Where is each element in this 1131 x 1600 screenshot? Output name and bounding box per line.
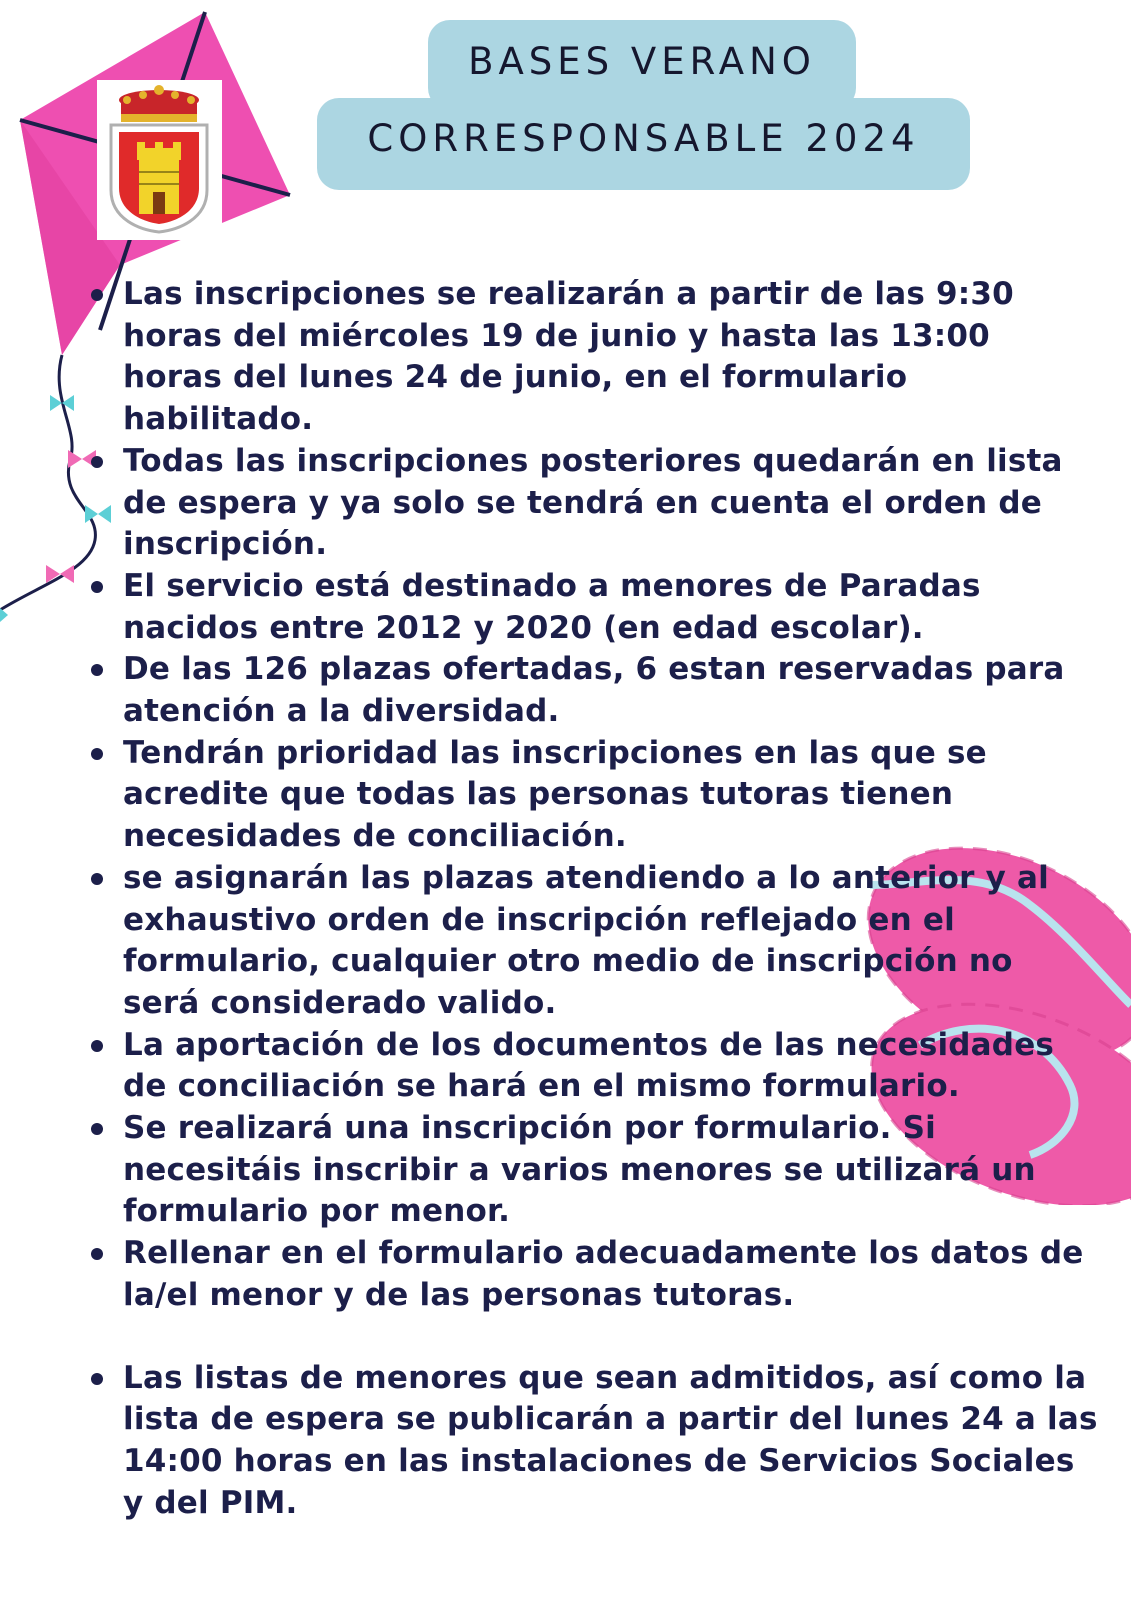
rule-text: La aportación de los documentos de las necesidades de conciliación se hará en el mismo formulario. [123, 1026, 1055, 1105]
list-item [88, 1233, 1098, 1316]
title-banner [0, 0, 1131, 200]
rule-text: Las inscripciones se realizarán a partir de las 9:30 horas del miércoles 19 de junio y hasta las 13:00 horas del lunes 24 de junio, en el formulario habilitado. [123, 276, 1014, 438]
rule-text: Se realizará una inscripción por formulario. Si necesitáis inscribir a varios menores se utilizará un formulario por menor. [123, 1110, 1036, 1230]
bullet-icon [91, 456, 103, 468]
rule-text: El servicio está destinado a menores de Paradas nacidos entre 2012 y 2020 (en edad escolar). [123, 567, 981, 646]
page-title-line-1: BASES VERANO [468, 40, 816, 83]
bullet-icon [91, 1040, 103, 1052]
bullet-icon [91, 1123, 103, 1135]
list-item [88, 733, 1098, 858]
rule-text: Las listas de menores que sean admitidos, así como la lista de espera se publicarán a partir del lunes 24 a las 14:00 horas en las instalaciones de Servicios Sociales y del PIM. [123, 1359, 1098, 1521]
bullet-icon [91, 289, 103, 301]
bullet-icon [91, 748, 103, 760]
bullet-icon [91, 873, 103, 885]
bullet-icon [91, 581, 103, 593]
rule-text: De las 126 plazas ofertadas, 6 estan reservadas para atención a la diversidad. [123, 651, 1065, 730]
list-item [88, 858, 1098, 1025]
rule-text: Todas las inscripciones posteriores quedarán en lista de espera y ya solo se tendrá en cuenta el orden de inscripción. [123, 442, 1063, 563]
bullet-icon [91, 1373, 103, 1385]
page-title-line-2: CORRESPONSABLE 2024 [367, 117, 920, 160]
list-item [88, 566, 1098, 649]
list-item [88, 1025, 1098, 1108]
bullet-icon [91, 664, 103, 676]
list-item [88, 441, 1098, 566]
list-item [88, 274, 1098, 441]
list-item [88, 649, 1098, 732]
list-item [88, 1108, 1098, 1233]
rule-text: Tendrán prioridad las inscripciones en las que se acredite que todas las personas tutoras tienen necesidades de conciliación. [123, 734, 987, 855]
rules-list [88, 274, 1098, 1524]
list-item [88, 1358, 1098, 1525]
bullet-icon [91, 1248, 103, 1260]
rule-text: se asignarán las plazas atendiendo a lo anterior y al exhaustivo orden de inscripción reflejado en el formulario, cualquier otro medio de inscripción no será considerado valido. [123, 859, 1049, 1021]
rule-text: Rellenar en el formulario adecuadamente los datos de la/el menor y de las personas tutoras. [123, 1235, 1084, 1313]
kite-bow-icon [46, 565, 74, 583]
